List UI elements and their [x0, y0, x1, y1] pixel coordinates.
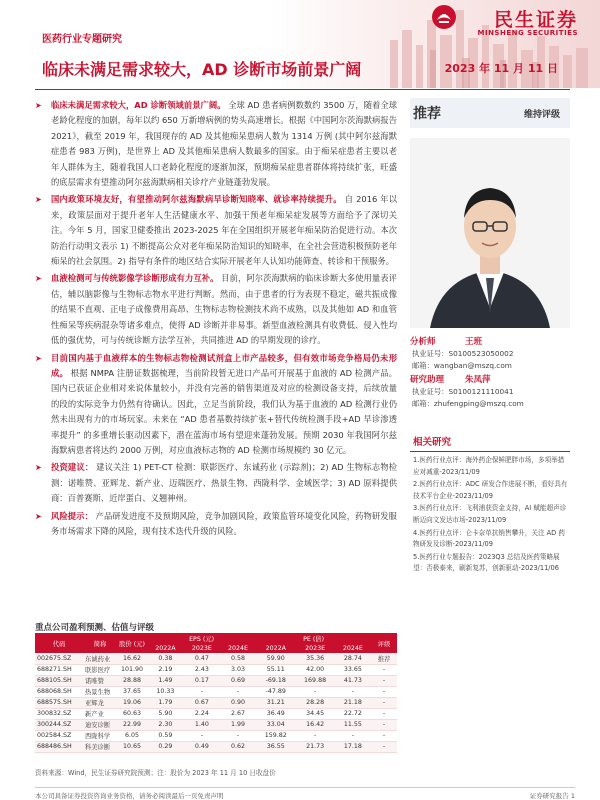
table-row — [35, 708, 397, 719]
table-cell: 0.47 — [184, 653, 220, 664]
related-research-title: 相关研究 — [410, 432, 570, 452]
earnings-forecast-table — [35, 633, 397, 753]
table-cell: 推荐 — [371, 653, 397, 664]
related-research-item[interactable]: 2.医药行业点评：ADC 研发合作进展不断，看好具有技术平台企业-2023/11/09 — [413, 480, 568, 500]
table-cell: - — [335, 686, 371, 697]
bullet-arrow-icon: ➤ — [35, 511, 42, 521]
analyst-info — [410, 336, 570, 410]
table-cell: 688486.SH — [35, 741, 83, 752]
table-cell: 16.62 — [117, 653, 147, 664]
page-number: 证券研究报告 1 — [529, 792, 575, 800]
table-cell: 2.24 — [184, 708, 220, 719]
table-cell: 28.28 — [295, 697, 334, 708]
table-cell: 41.73 — [335, 675, 371, 686]
body-paragraph — [35, 192, 397, 269]
table-cell: 55.11 — [256, 664, 295, 675]
paragraph-text: 建议关注 1) PET-CT 检测：联影医疗、东诚药业 (示踪剂)；2) AD 生物标志物检测：诺唯赞、亚辉龙、新产业、迈瑞医疗、热景生物、西陇科学、金域医学；3) AD 原料提供商：百普赛斯、近岸蛋白、义翘神州。 — [51, 462, 397, 504]
table-cell: 17.18 — [335, 741, 371, 752]
table-cell: 002584.SZ — [35, 730, 83, 741]
paragraph-text: 产品研发进度不及预期风险，竞争加剧风险，政策监管环境变化风险，药物研发服务市场需求下降的风险，现有技术迭代升级的风险。 — [51, 510, 397, 536]
disclaimer-note: 本公司具备证券投资咨询业务资格，请务必阅读最后一页免责声明 — [35, 792, 224, 800]
table-cell: 22.99 — [117, 719, 147, 730]
paragraph-lead: 临床未满足需求较大，AD 诊断领域前景广阔。 — [51, 100, 226, 110]
table-cell: 亚辉龙 — [83, 697, 117, 708]
table-cell: 5.90 — [147, 708, 184, 719]
table-cell: 0.62 — [220, 741, 256, 752]
table-row — [35, 741, 397, 752]
table-row — [35, 697, 397, 708]
table-cell: 169.88 — [295, 675, 334, 686]
report-sidebar — [410, 98, 570, 573]
table-cell: 科美诊断 — [83, 741, 117, 752]
table-cell: 新产业 — [83, 708, 117, 719]
body-paragraph — [35, 460, 397, 506]
table-cell: 0.29 — [147, 741, 184, 752]
table-cell: 10.65 — [117, 741, 147, 752]
table-cell: 300244.SZ — [35, 719, 83, 730]
table-cell: 2.19 — [147, 664, 184, 675]
recommendation-label: 推荐 — [413, 106, 441, 122]
col-pe-2023e: 2023E — [295, 643, 334, 653]
rating-status: 维持评级 — [523, 109, 560, 120]
table-cell: 10.33 — [147, 686, 184, 697]
table-cell: 0.69 — [220, 675, 256, 686]
col-name: 简称 — [83, 633, 117, 653]
paragraph-text: 自 2016 年以来，政策层面对于提升老年人生活健康水平、加强干预老年痴呆症发展等方面给予了深切关注。今年 5 月，国家卫健委推出 2023-2025 年在全国组织开展老年痴呆防治促进行动。本次防治行动明文表示 1) 不断提高公众对老年痴呆防治知识的知晓率，在全社会营造积极预防老年痴呆的社会氛围。2) 指导有条件的地区结合实际开展老年人认知功能筛查、转诊和干预服务。 — [51, 194, 398, 267]
paragraph-lead: 风险提示： — [51, 510, 93, 521]
table-cell: 西陇科学 — [83, 730, 117, 741]
table-title: 重点公司盈利预测、估值与评级 — [35, 623, 155, 633]
table-cell: 37.65 — [117, 686, 147, 697]
report-header — [0, 0, 600, 88]
table-cell: - — [371, 664, 397, 675]
table-cell: - — [371, 708, 397, 719]
col-price: 股价 (元) — [117, 633, 147, 653]
table-cell: 2.43 — [184, 664, 220, 675]
table-source-note: 资料来源：Wind，民生证券研究院预测；注：股价为 2023 年 11 月 10 日收盘价 — [35, 769, 276, 777]
paragraph-text: 根据 NMPA 注册证数据梳理，当前阶段暂无进口产品可开展基于血液的 AD 检测产品。国内已获证企业相对来说体量较小，并没有完善的销售渠道及对应的检测设备支持，后续放量的段的实际竞争力仍然有待确认。因此，立足当前阶段，我们认为基于血液的 AD 检测行业仍然未出现有力的市场玩家。未来在 “AD 患者基数持续扩张+替代传统检测手段+AD 早诊渗透率提升” 的多重增长驱动因素下，潜在蓝海市场有望迎来蓬勃发展。预期 2030 年我国阿尔兹海默病患者将达约 2000 万例，对应血液标志物的 AD 检测市场规模约 30 亿元。 — [51, 367, 397, 455]
table-cell: 2.30 — [147, 719, 184, 730]
report-date: 2023 年 11 月 11 日 — [444, 62, 558, 75]
table-cell: - — [295, 686, 334, 697]
table-row — [35, 664, 397, 675]
bullet-arrow-icon: ➤ — [35, 463, 42, 473]
col-pe: PE (倍) — [256, 633, 371, 643]
paragraph-lead: 血液检测可与传统影像学诊断形成有力互补。 — [51, 273, 219, 284]
table-cell: 东诚药业 — [83, 653, 117, 664]
related-research-list — [410, 452, 570, 575]
table-cell: 0.17 — [184, 675, 220, 686]
table-cell: - — [371, 697, 397, 708]
table-cell: - — [295, 730, 334, 741]
table-cell: - — [335, 730, 371, 741]
table-cell: - — [220, 686, 256, 697]
analyst-name: 王班 — [465, 337, 483, 347]
bullet-arrow-icon: ➤ — [35, 101, 42, 110]
table-cell: 101.90 — [117, 664, 147, 675]
bullet-arrow-icon: ➤ — [35, 353, 42, 363]
col-pe-2024e: 2024E — [335, 643, 371, 653]
table-cell: -47.89 — [256, 686, 295, 697]
paragraph-text: 目前，阿尔茨海默病的临床诊断大多使用量表评估，辅以脑影像与生物标志物水平进行判断。然而，由于患者的行为表现不稳定，磁共振成像的结果不直观、正电子成像费用高昂、生物标志物检测技术尚不成熟，以及其他如 AD 和血管性痴呆等疾病混杂等诸多难点，使得 AD 诊断并非易事。新型血液检测具有收费低、侵入性均低的强优势，可与传统诊断方法学互补，共同推进 AD 的早期发现的诊疗。 — [51, 273, 397, 346]
table-cell: 诺唯赞 — [83, 675, 117, 686]
page-footer — [35, 787, 575, 800]
table-cell: 0.58 — [220, 653, 256, 664]
table-row — [35, 686, 397, 697]
table-cell: 0.90 — [220, 697, 256, 708]
assistant-name: 朱凤萍 — [465, 375, 491, 385]
col-code: 代码 — [35, 633, 83, 653]
table-cell: 22.72 — [335, 708, 371, 719]
table-cell: 002675.SZ — [35, 653, 83, 664]
col-pe-2022a: 2022A — [256, 643, 295, 653]
table-cell: 6.05 — [117, 730, 147, 741]
col-rating: 评级 — [371, 633, 397, 653]
related-research-item[interactable]: 5.医药行业专题报告：2023Q3 总结及医药策略展望：否极泰来，刷新复苏，创新驱动-2023/11/06 — [413, 552, 560, 573]
assistant-email: 邮箱：zhufengping@mszq.com — [412, 399, 524, 408]
table-cell: - — [371, 675, 397, 686]
related-research-item[interactable]: 1.医药行业点评：海外药企保鲜肥胖市场，多项举措应对减重-2023/11/09 — [413, 456, 565, 476]
report-body — [35, 98, 397, 539]
body-paragraph — [35, 271, 397, 348]
table-cell: 300832.SZ — [35, 708, 83, 719]
table-header-row — [35, 633, 397, 643]
table-cell: 2.67 — [220, 708, 256, 719]
logo-wordmark-en: MINSHENG SECURITIES — [477, 29, 578, 37]
table-cell: 0.59 — [147, 730, 184, 741]
table-cell: 31.21 — [256, 697, 295, 708]
table-cell: 688575.SH — [35, 697, 83, 708]
table-cell: 0.38 — [147, 653, 184, 664]
table-cell: 60.63 — [117, 708, 147, 719]
table-cell: 36.55 — [256, 741, 295, 752]
table-cell: 28.74 — [335, 653, 371, 664]
table-cell: - — [371, 741, 397, 752]
table-cell: 34.45 — [295, 708, 334, 719]
related-research — [410, 432, 570, 576]
table-cell: 迪安诊断 — [83, 719, 117, 730]
rating-bar — [410, 98, 570, 128]
body-paragraph — [35, 351, 397, 459]
table-cell: 1.99 — [220, 719, 256, 730]
table-cell: 21.18 — [335, 697, 371, 708]
table-cell: 159.82 — [256, 730, 295, 741]
analyst-role: 分析师 — [410, 337, 436, 347]
table-cell: -69.18 — [256, 675, 295, 686]
col-eps: EPS (元) — [147, 633, 256, 643]
table-cell: 688105.SH — [35, 675, 83, 686]
table-cell: - — [371, 730, 397, 741]
col-eps-2024e: 2024E — [220, 643, 256, 653]
table-cell: 16.42 — [295, 719, 334, 730]
table-cell: - — [220, 730, 256, 741]
table-cell: 33.04 — [256, 719, 295, 730]
table-cell: - — [371, 686, 397, 697]
col-eps-2023e: 2023E — [184, 643, 220, 653]
header-divider — [35, 89, 570, 90]
logo-wordmark-cn: 民生证券 — [493, 9, 578, 31]
minsheng-logo-icon — [431, 4, 457, 34]
table-cell: 3.03 — [220, 664, 256, 675]
table-cell: 热景生物 — [83, 686, 117, 697]
bullet-arrow-icon: ➤ — [35, 274, 42, 284]
paragraph-text: 全球 AD 患者病例数数约 3500 万，随着全球老龄化程度的加剧，每年以约 650 万新增病例的势头高速增长。根据《中国阿尔茨海默病报告 2021》，截至 2019 年，我国现存的 AD 及其他痴呆患病人数为 1314 万例 (其中阿尔兹海默症患者 983 万例)，是世界上 AD 及其他痴呆患病人数最多的国家。由于痴呆症患者主要以老年人群体为主，随着我国人口老龄化程度的逐渐加深，预期痴呆症患者群体将持续扩张，旺盛的底层需求有望推动阿尔兹海默病相关诊疗产业链蓬勃发展。 — [51, 100, 397, 188]
table-row — [35, 675, 397, 686]
table-cell: 28.88 — [117, 675, 147, 686]
table-cell: 36.49 — [256, 708, 295, 719]
table-cell: 688068.SH — [35, 686, 83, 697]
report-title: 临床未满足需求较大，AD 诊断市场前景广阔 — [42, 60, 362, 79]
table-cell: 1.40 — [184, 719, 220, 730]
assistant-role: 研究助理 — [410, 375, 445, 385]
analyst-email: 邮箱：wangban@mszq.com — [412, 361, 512, 370]
table-cell: - — [184, 686, 220, 697]
table-cell: 1.79 — [147, 697, 184, 708]
report-category: 医药行业专题研究 — [42, 34, 122, 45]
table-row — [35, 730, 397, 741]
table-cell: 1.49 — [147, 675, 184, 686]
table-cell: 联影医疗 — [83, 664, 117, 675]
paragraph-lead: 国内政策环境友好，有望推动阿尔兹海默病早诊断知晓率、就诊率持续提升。 — [51, 194, 342, 205]
table-cell: 42.00 — [295, 664, 334, 675]
body-paragraph — [35, 98, 397, 190]
table-cell: 19.06 — [117, 697, 147, 708]
table-cell: - — [371, 719, 397, 730]
bullet-arrow-icon: ➤ — [35, 195, 42, 205]
analyst-cert: 执业证号：S0100523050002 — [412, 349, 514, 358]
related-research-item[interactable]: 3.医药行业点评：飞利浦获资金支持，AI 赋能超声诊断迈向文发达市场-2023/11/09 — [413, 504, 567, 524]
table-cell: 0.67 — [184, 697, 220, 708]
col-eps-2022a: 2022A — [147, 643, 184, 653]
related-research-item[interactable]: 4.医药行业点评：仑卡奈单抗销售攀升，关注 AD 药物研发及诊断-2023/11/09 — [413, 528, 565, 549]
table-cell: 688271.SH — [35, 664, 83, 675]
table-row — [35, 653, 397, 664]
table-cell: 35.36 — [295, 653, 334, 664]
assistant-cert: 执业证号：S0100121110041 — [412, 387, 514, 396]
table-cell: 33.65 — [335, 664, 371, 675]
table-cell: 11.55 — [335, 719, 371, 730]
table-cell: - — [184, 730, 220, 741]
table-row — [35, 719, 397, 730]
table-cell: 59.90 — [256, 653, 295, 664]
paragraph-lead: 目前国内基于血液样本的生物标志物检测试剂盒上市产品较多，但有效市场竞争格局仍未形成。 — [51, 352, 397, 378]
analyst-photo — [410, 138, 570, 328]
table-cell: 21.73 — [295, 741, 334, 752]
body-paragraph — [35, 509, 397, 540]
table-cell: 0.49 — [184, 741, 220, 752]
paragraph-lead: 投资建议： — [51, 462, 94, 473]
